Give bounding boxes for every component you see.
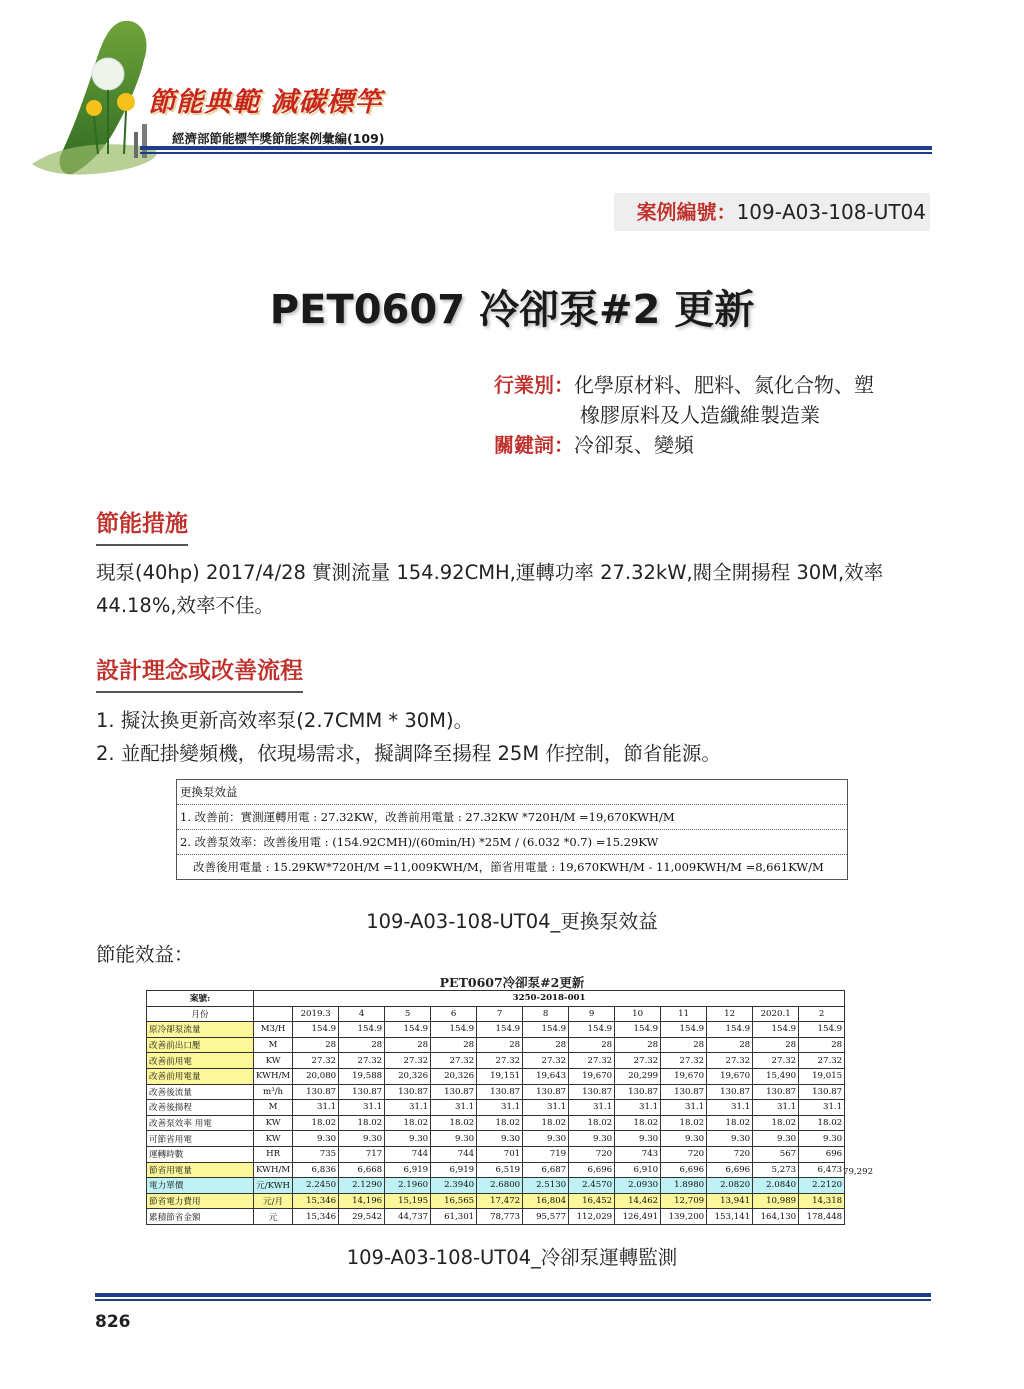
table-row xyxy=(147,1068,845,1084)
month-header: 10 xyxy=(615,1006,661,1022)
work-no-label: 案號: xyxy=(147,991,254,1007)
table-cell: 27.32 xyxy=(799,1053,845,1069)
table-cell: 31.1 xyxy=(707,1100,753,1116)
table-cell: 6,473 xyxy=(799,1162,845,1178)
savings-label: 節能效益： xyxy=(96,943,194,966)
table-cell: 2.0930 xyxy=(615,1178,661,1194)
table-cell: 6,696 xyxy=(707,1162,753,1178)
figure-caption-benefit: 109-A03-108-UT04_更換泵效益 xyxy=(366,910,658,933)
table-cell: 31.1 xyxy=(569,1100,615,1116)
table-cell: 130.87 xyxy=(707,1084,753,1100)
table-cell: 6,836 xyxy=(293,1162,339,1178)
table-cell: 130.87 xyxy=(293,1084,339,1100)
row-unit: KWH/M xyxy=(254,1068,293,1084)
month-header: 8 xyxy=(523,1006,569,1022)
table-cell: 154.9 xyxy=(661,1022,707,1038)
table-cell: 154.9 xyxy=(753,1022,799,1038)
table-cell: 720 xyxy=(661,1146,707,1162)
table-cell: 5,273 xyxy=(753,1162,799,1178)
table-row xyxy=(147,1131,845,1147)
table-row xyxy=(147,1146,845,1162)
month-label: 月份 xyxy=(147,1006,254,1022)
table-cell: 2.3940 xyxy=(431,1178,477,1194)
table-cell: 154.9 xyxy=(431,1022,477,1038)
table-cell: 717 xyxy=(339,1146,385,1162)
table-cell: 31.1 xyxy=(753,1100,799,1116)
table-cell: 6,919 xyxy=(431,1162,477,1178)
table-cell: 153,141 xyxy=(707,1209,753,1225)
table-cell: 29,542 xyxy=(339,1209,385,1225)
table-cell: 20,299 xyxy=(615,1068,661,1084)
table-cell: 28 xyxy=(615,1037,661,1053)
table-cell: 719 xyxy=(523,1146,569,1162)
page-number: 826 xyxy=(95,1312,131,1332)
row-unit: KWH/M xyxy=(254,1162,293,1178)
table-cell: 130.87 xyxy=(615,1084,661,1100)
header-rule xyxy=(140,146,932,150)
industry-value-line2: 橡膠原料及人造纖維製造業 xyxy=(580,403,820,427)
table-cell: 18.02 xyxy=(569,1115,615,1131)
table-cell: 78,773 xyxy=(477,1209,523,1225)
table-cell: 18.02 xyxy=(385,1115,431,1131)
table-cell: 139,200 xyxy=(661,1209,707,1225)
table-cell: 2.6800 xyxy=(477,1178,523,1194)
month-header: 7 xyxy=(477,1006,523,1022)
table-cell: 743 xyxy=(615,1146,661,1162)
row-unit: KW xyxy=(254,1131,293,1147)
table-cell: 31.1 xyxy=(523,1100,569,1116)
table-cell: 154.9 xyxy=(523,1022,569,1038)
table-cell: 9.30 xyxy=(385,1131,431,1147)
table-cell: 27.32 xyxy=(707,1053,753,1069)
table-cell: 130.87 xyxy=(569,1084,615,1100)
table-cell: 744 xyxy=(385,1146,431,1162)
table-cell: 31.1 xyxy=(615,1100,661,1116)
month-header: 2020.1 xyxy=(753,1006,799,1022)
unit-header xyxy=(254,1006,293,1022)
row-unit: KW xyxy=(254,1115,293,1131)
table-cell: 19,588 xyxy=(339,1068,385,1084)
table-cell: 13,941 xyxy=(707,1193,753,1209)
table-cell: 567 xyxy=(753,1146,799,1162)
table-cell: 735 xyxy=(293,1146,339,1162)
measures-text: 現泵(40hp) 2017/4/28 實測流量 154.92CMH,運轉功率 27.32kW,閥全開揚程 30M,效率 44.18%,效率不佳。 xyxy=(96,561,884,617)
table-cell: 27.32 xyxy=(615,1053,661,1069)
table-cell: 15,346 xyxy=(293,1209,339,1225)
table-cell: 10,989 xyxy=(753,1193,799,1209)
table-cell: 9.30 xyxy=(339,1131,385,1147)
table-cell: 20,080 xyxy=(293,1068,339,1084)
table-cell: 15,490 xyxy=(753,1068,799,1084)
row-label: 運轉時數 xyxy=(147,1146,254,1162)
table-cell: 696 xyxy=(799,1146,845,1162)
row-unit: HR xyxy=(254,1146,293,1162)
month-header: 9 xyxy=(569,1006,615,1022)
row-label: 改善後揚程 xyxy=(147,1100,254,1116)
brand-subtitle: 經濟部節能標竿獎節能案例彙編(109) xyxy=(172,131,385,146)
table-cell: 2.1290 xyxy=(339,1178,385,1194)
table-row xyxy=(147,1053,845,1069)
table-cell: 14,318 xyxy=(799,1193,845,1209)
month-header: 2 xyxy=(799,1006,845,1022)
figure-caption-monitoring: 109-A03-108-UT04_冷卻泵運轉監測 xyxy=(346,1246,678,1269)
table-cell: 20,326 xyxy=(431,1068,477,1084)
table-row xyxy=(147,1037,845,1053)
pump-benefit-box xyxy=(176,779,848,880)
table-cell: 14,196 xyxy=(339,1193,385,1209)
row-label: 改善前用電 xyxy=(147,1053,254,1069)
table-cell: 20,326 xyxy=(385,1068,431,1084)
table-cell: 2.2120 xyxy=(799,1178,845,1194)
table-cell: 130.87 xyxy=(523,1084,569,1100)
row-label: 累積節省金額 xyxy=(147,1209,254,1225)
table-cell: 27.32 xyxy=(753,1053,799,1069)
header-rule-thin xyxy=(140,152,932,154)
row-unit: M xyxy=(254,1100,293,1116)
table-cell: 720 xyxy=(569,1146,615,1162)
table-title: PET0607冷卻泵#2更新 xyxy=(439,975,585,990)
table-cell: 18.02 xyxy=(661,1115,707,1131)
row-unit: M xyxy=(254,1037,293,1053)
table-cell: 19,643 xyxy=(523,1068,569,1084)
table-cell: 154.9 xyxy=(799,1022,845,1038)
case-number-label: 案例編號： xyxy=(636,200,737,224)
month-header: 5 xyxy=(385,1006,431,1022)
table-cell: 27.32 xyxy=(385,1053,431,1069)
keyword-row xyxy=(494,430,874,460)
work-no-value: 3250-2018-001 xyxy=(254,991,845,1007)
month-header: 12 xyxy=(707,1006,753,1022)
page-title: PET0607 冷卻泵#2 更新 xyxy=(269,287,755,333)
table-cell: 28 xyxy=(661,1037,707,1053)
table-cell: 18.02 xyxy=(799,1115,845,1131)
table-cell: 16,804 xyxy=(523,1193,569,1209)
table-cell: 19,151 xyxy=(477,1068,523,1084)
table-cell: 6,910 xyxy=(615,1162,661,1178)
row-label: 節省用電量 xyxy=(147,1162,254,1178)
footer-rule-thin xyxy=(95,1299,931,1301)
table-cell: 130.87 xyxy=(753,1084,799,1100)
table-cell: 154.9 xyxy=(385,1022,431,1038)
table-cell: 31.1 xyxy=(339,1100,385,1116)
benefit-row: 2. 改善泵效率：改善後用電 : (154.92CMH)/(60min/H) *25M / (6.032 *0.7) =15.29KW xyxy=(177,830,847,855)
table-cell: 18.02 xyxy=(707,1115,753,1131)
table-cell: 15,195 xyxy=(385,1193,431,1209)
benefit-row: 更換泵效益 xyxy=(177,780,847,805)
table-cell: 6,687 xyxy=(523,1162,569,1178)
table-cell: 9.30 xyxy=(799,1131,845,1147)
table-cell: 18.02 xyxy=(615,1115,661,1131)
table-header-row xyxy=(147,991,845,1007)
table-cell: 154.9 xyxy=(615,1022,661,1038)
table-cell: 18.02 xyxy=(477,1115,523,1131)
table-row xyxy=(147,1084,845,1100)
table-cell: 28 xyxy=(293,1037,339,1053)
row-label: 原冷卻泵流量 xyxy=(147,1022,254,1038)
table-row xyxy=(147,1115,845,1131)
table-cell: 6,696 xyxy=(569,1162,615,1178)
industry-value-line1: 化學原材料、肥料、氮化合物、塑 xyxy=(574,373,874,397)
row-unit: M3/H xyxy=(254,1022,293,1038)
month-header: 4 xyxy=(339,1006,385,1022)
benefit-row: 改善後用電量 : 15.29KW*720H/M =11,009KWH/M，節省用電量 : 19,670KWH/M - 11,009KWH/M =8,661KW/M xyxy=(193,860,824,874)
table-cell: 154.9 xyxy=(339,1022,385,1038)
industry-row xyxy=(494,370,874,400)
table-cell: 2.0820 xyxy=(707,1178,753,1194)
table-cell: 6,919 xyxy=(385,1162,431,1178)
table-cell: 18.02 xyxy=(431,1115,477,1131)
table-cell: 14,462 xyxy=(615,1193,661,1209)
table-cell: 178,448 xyxy=(799,1209,845,1225)
table-cell: 6,668 xyxy=(339,1162,385,1178)
row-label: 改善泵效率 用電 xyxy=(147,1115,254,1131)
table-cell: 9.30 xyxy=(523,1131,569,1147)
row-unit: 元/KWH xyxy=(254,1178,293,1194)
table-cell: 2.4570 xyxy=(569,1178,615,1194)
table-row xyxy=(147,1209,845,1225)
total-savings: 79,292 xyxy=(843,1167,874,1177)
table-cell: 28 xyxy=(477,1037,523,1053)
table-row xyxy=(147,1022,845,1038)
table-cell: 27.32 xyxy=(477,1053,523,1069)
table-cell: 31.1 xyxy=(661,1100,707,1116)
table-cell: 31.1 xyxy=(799,1100,845,1116)
row-label: 節省電力費用 xyxy=(147,1193,254,1209)
industry-label: 行業別： xyxy=(494,373,574,397)
table-cell: 9.30 xyxy=(477,1131,523,1147)
table-cell: 18.02 xyxy=(339,1115,385,1131)
case-meta xyxy=(494,370,874,460)
row-unit: m³/h xyxy=(254,1084,293,1100)
table-cell: 744 xyxy=(431,1146,477,1162)
row-label: 電力單價 xyxy=(147,1178,254,1194)
table-cell: 27.32 xyxy=(293,1053,339,1069)
benefit-row: 1. 改善前：實測運轉用電 : 27.32KW，改善前用電量 : 27.32KW *720H/M =19,670KWH/M xyxy=(177,805,847,830)
table-cell: 130.87 xyxy=(431,1084,477,1100)
table-cell: 19,670 xyxy=(707,1068,753,1084)
table-cell: 18.02 xyxy=(523,1115,569,1131)
table-cell: 28 xyxy=(799,1037,845,1053)
row-label: 改善前用電量 xyxy=(147,1068,254,1084)
month-header: 11 xyxy=(661,1006,707,1022)
table-cell: 19,015 xyxy=(799,1068,845,1084)
row-label: 改善前出口壓 xyxy=(147,1037,254,1053)
table-cell: 130.87 xyxy=(661,1084,707,1100)
table-cell: 9.30 xyxy=(569,1131,615,1147)
row-label: 改善後流量 xyxy=(147,1084,254,1100)
table-row xyxy=(147,1193,845,1209)
table-cell: 130.87 xyxy=(339,1084,385,1100)
table-cell: 19,670 xyxy=(661,1068,707,1084)
case-number-value: 109-A03-108-UT04 xyxy=(736,200,926,224)
table-cell: 154.9 xyxy=(477,1022,523,1038)
table-cell: 6,519 xyxy=(477,1162,523,1178)
table-cell: 154.9 xyxy=(707,1022,753,1038)
section-heading-design: 設計理念或改善流程 xyxy=(96,652,303,693)
table-cell: 28 xyxy=(339,1037,385,1053)
footer-rule xyxy=(95,1293,931,1297)
table-header-row xyxy=(147,1006,845,1022)
case-number-box xyxy=(614,193,930,231)
table-cell: 164,130 xyxy=(753,1209,799,1225)
table-cell: 126,491 xyxy=(615,1209,661,1225)
row-unit: 元 xyxy=(254,1209,293,1225)
table-cell: 28 xyxy=(753,1037,799,1053)
table-cell: 28 xyxy=(707,1037,753,1053)
month-header: 6 xyxy=(431,1006,477,1022)
table-cell: 112,029 xyxy=(569,1209,615,1225)
brand-title: 節能典範 減碳標竿 xyxy=(148,87,383,118)
table-cell: 9.30 xyxy=(615,1131,661,1147)
table-cell: 2.2450 xyxy=(293,1178,339,1194)
table-cell: 15,346 xyxy=(293,1193,339,1209)
table-cell: 130.87 xyxy=(385,1084,431,1100)
table-cell: 701 xyxy=(477,1146,523,1162)
design-list xyxy=(96,704,940,770)
table-cell: 19,670 xyxy=(569,1068,615,1084)
table-cell: 9.30 xyxy=(707,1131,753,1147)
table-cell: 31.1 xyxy=(293,1100,339,1116)
table-cell: 1.8980 xyxy=(661,1178,707,1194)
table-cell: 31.1 xyxy=(477,1100,523,1116)
table-cell: 44,737 xyxy=(385,1209,431,1225)
list-item: 2. 並配掛變頻機，依現場需求，擬調降至揚程 25M 作控制，節省能源。 xyxy=(96,742,721,765)
table-cell: 61,301 xyxy=(431,1209,477,1225)
row-unit: KW xyxy=(254,1053,293,1069)
table-cell: 6,696 xyxy=(661,1162,707,1178)
table-cell: 12,709 xyxy=(661,1193,707,1209)
row-label: 可節省用電 xyxy=(147,1131,254,1147)
table-cell: 130.87 xyxy=(799,1084,845,1100)
table-cell: 27.32 xyxy=(339,1053,385,1069)
row-unit: 元/月 xyxy=(254,1193,293,1209)
table-cell: 720 xyxy=(707,1146,753,1162)
table-cell: 154.9 xyxy=(293,1022,339,1038)
table-cell: 16,452 xyxy=(569,1193,615,1209)
table-cell: 18.02 xyxy=(753,1115,799,1131)
table-cell: 9.30 xyxy=(431,1131,477,1147)
table-cell: 28 xyxy=(523,1037,569,1053)
table-cell: 27.32 xyxy=(661,1053,707,1069)
table-row xyxy=(147,1178,845,1194)
table-cell: 9.30 xyxy=(661,1131,707,1147)
month-header: 2019.3 xyxy=(293,1006,339,1022)
keyword-label: 關鍵詞： xyxy=(494,433,574,457)
table-cell: 17,472 xyxy=(477,1193,523,1209)
table-cell: 2.5130 xyxy=(523,1178,569,1194)
table-cell: 2.0840 xyxy=(753,1178,799,1194)
table-cell: 16,565 xyxy=(431,1193,477,1209)
table-cell: 18.02 xyxy=(293,1115,339,1131)
table-cell: 28 xyxy=(385,1037,431,1053)
table-cell: 31.1 xyxy=(385,1100,431,1116)
table-cell: 27.32 xyxy=(569,1053,615,1069)
list-item: 1. 擬汰換更新高效率泵(2.7CMM * 30M)。 xyxy=(96,709,474,732)
table-cell: 154.9 xyxy=(569,1022,615,1038)
table-row xyxy=(147,1162,845,1178)
table-cell: 130.87 xyxy=(477,1084,523,1100)
table-cell: 95,577 xyxy=(523,1209,569,1225)
table-cell: 9.30 xyxy=(753,1131,799,1147)
table-cell: 31.1 xyxy=(431,1100,477,1116)
table-row xyxy=(147,1100,845,1116)
table-cell: 27.32 xyxy=(523,1053,569,1069)
keyword-value: 冷卻泵、變頻 xyxy=(574,433,694,457)
monitoring-table xyxy=(146,990,845,1225)
table-cell: 9.30 xyxy=(293,1131,339,1147)
table-cell: 28 xyxy=(431,1037,477,1053)
table-cell: 2.1960 xyxy=(385,1178,431,1194)
table-cell: 27.32 xyxy=(431,1053,477,1069)
table-cell: 28 xyxy=(569,1037,615,1053)
section-heading-measures: 節能措施 xyxy=(96,505,188,546)
